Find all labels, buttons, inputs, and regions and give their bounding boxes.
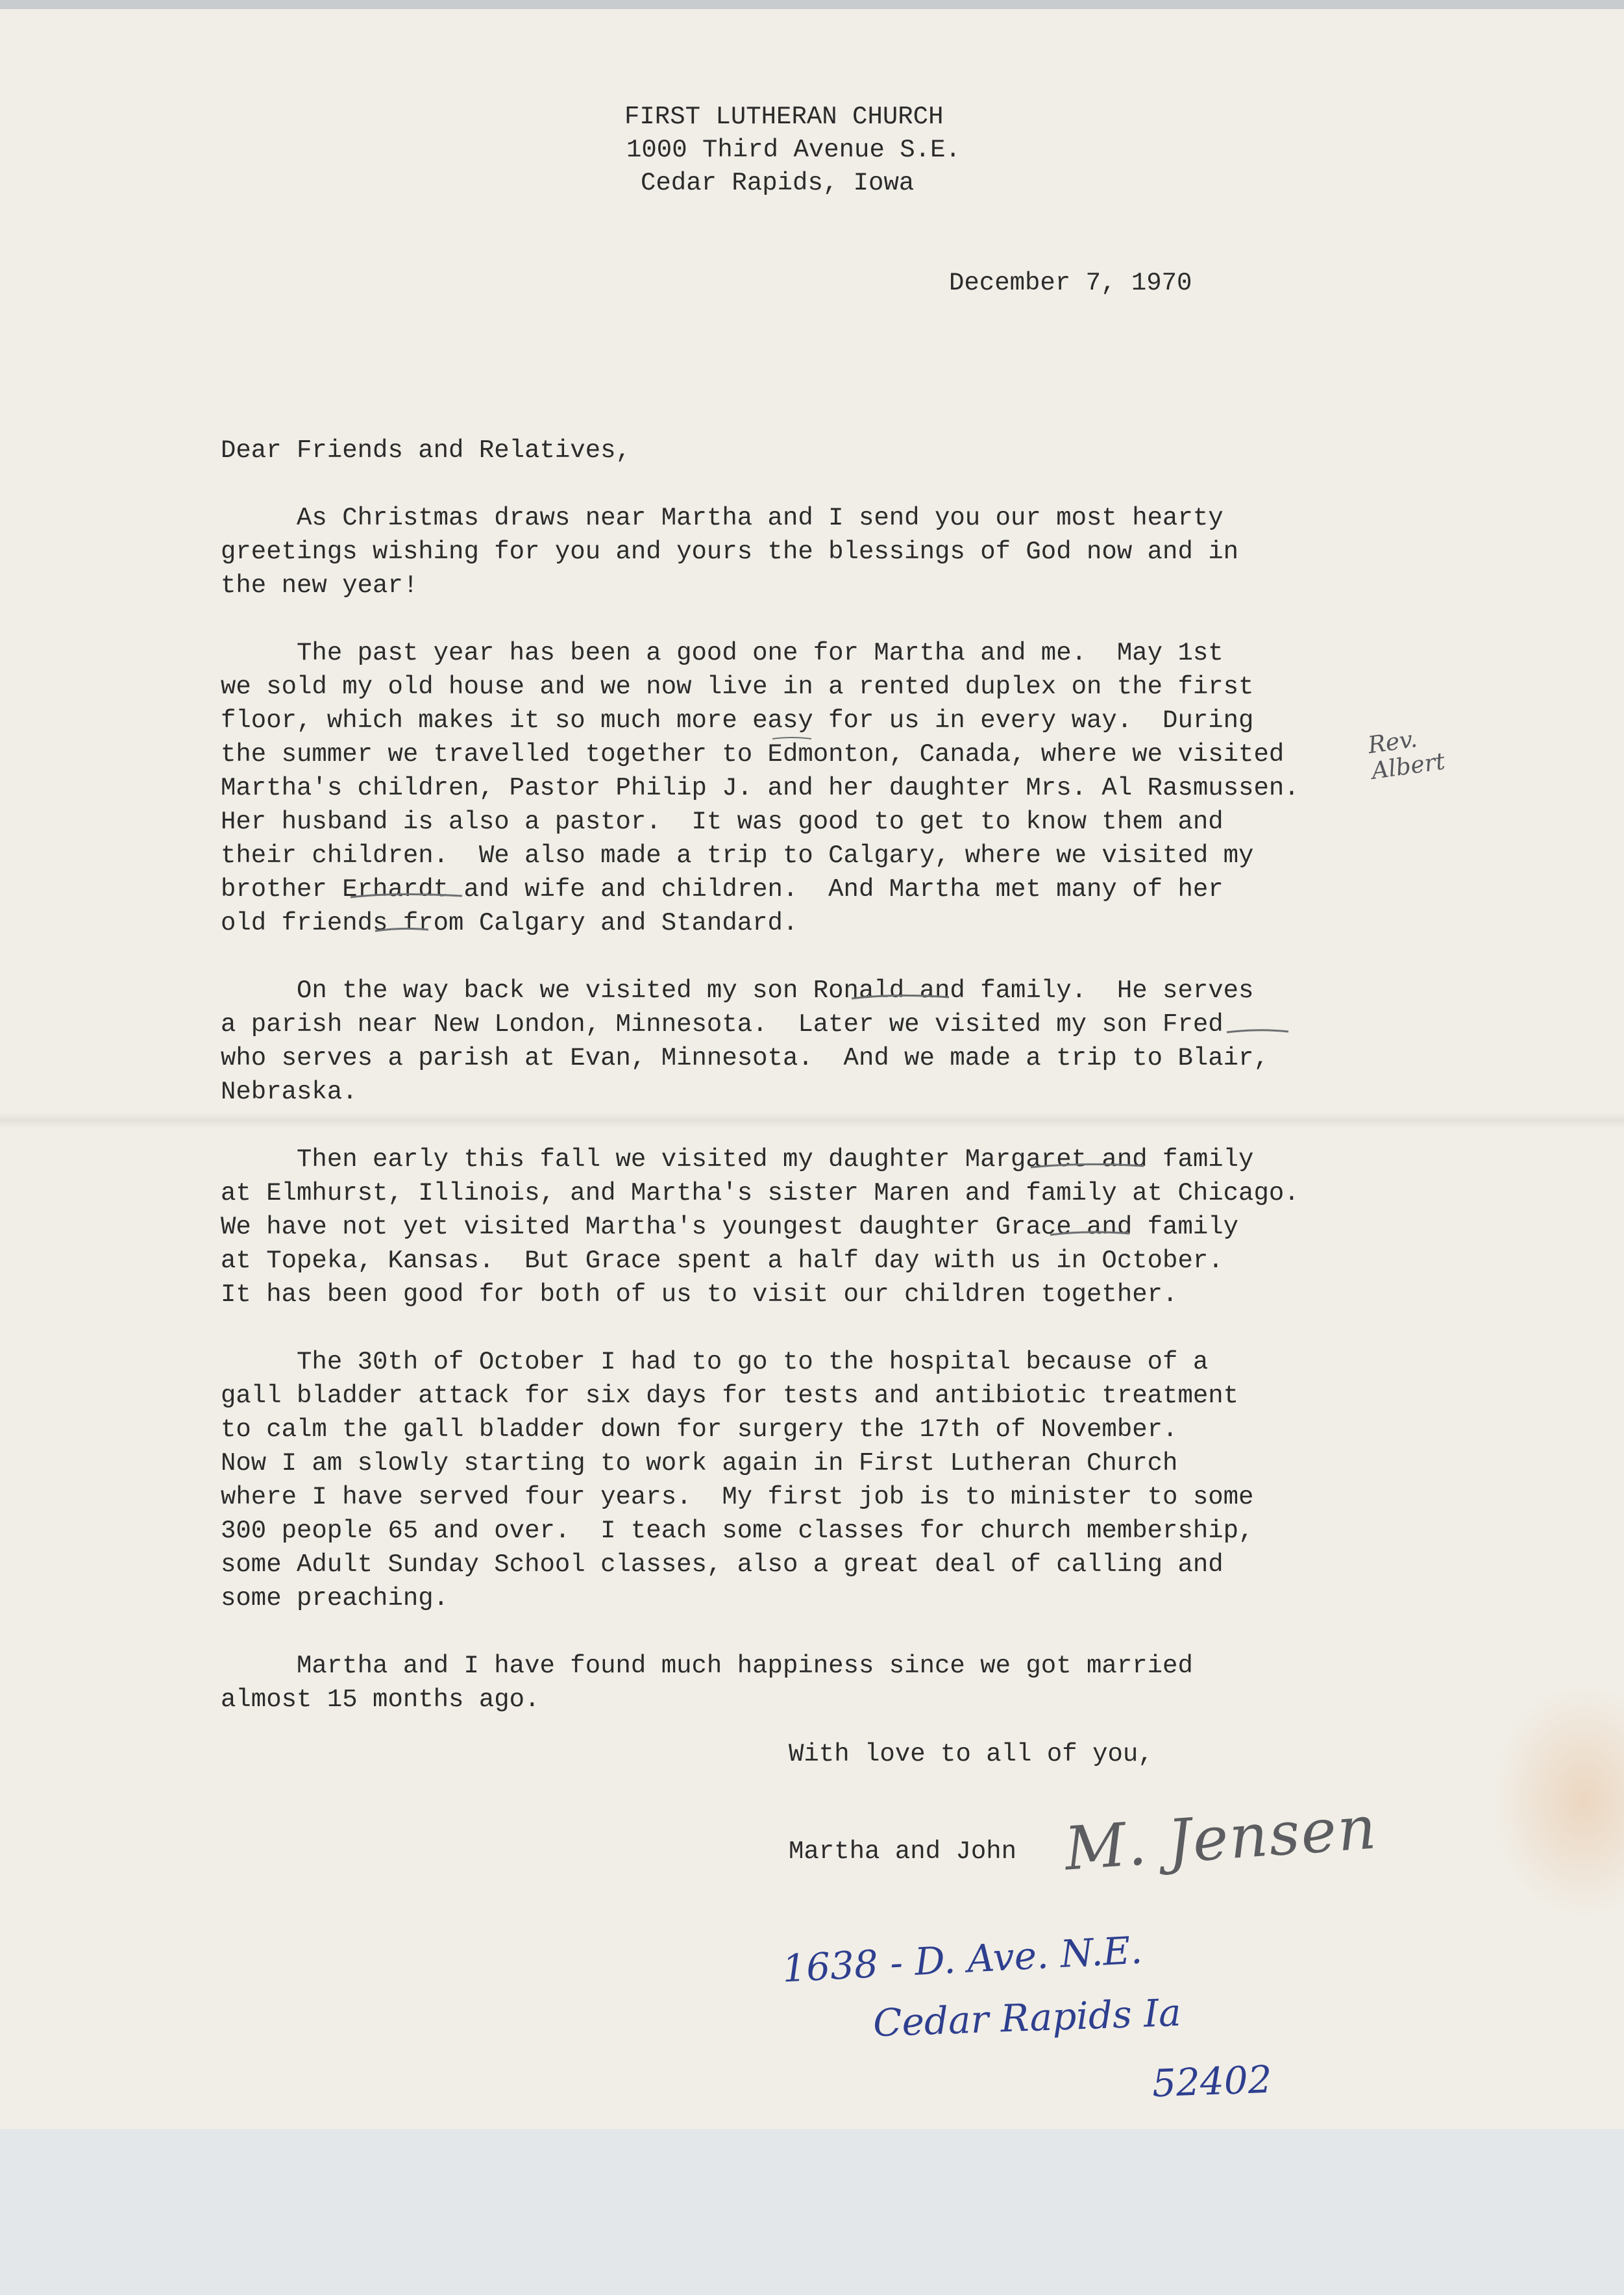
letterhead-city: Cedar Rapids, Iowa — [641, 169, 915, 197]
paragraph-2-line: their children. We also made a trip to Calgary, where we visited my — [221, 841, 1254, 870]
letterhead-church-name: FIRST LUTHERAN CHURCH — [624, 103, 944, 131]
paragraph-5-line: 300 people 65 and over. I teach some classes for church membership, — [221, 1517, 1254, 1545]
paragraph-4-line: at Elmhurst, Illinois, and Martha's sister Maren and family at Chicago. — [221, 1179, 1299, 1208]
closing: With love to all of you, — [789, 1740, 1153, 1768]
underline-grace — [1050, 1232, 1129, 1235]
paragraph-1-line: the new year! — [221, 571, 419, 600]
paragraph-5-line: some Adult Sunday School classes, also a great deal of calling and — [221, 1550, 1224, 1579]
paragraph-1-line: As Christmas draws near Martha and I send you our most hearty — [221, 504, 1224, 532]
handwritten-margin-note: Rev. Albert — [1366, 725, 1447, 785]
paragraph-2-line: The past year has been a good one for Martha and me. May 1st — [221, 639, 1224, 667]
paragraph-2-line: the summer we travelled together to Edmonton, Canada, where we visited — [221, 740, 1285, 769]
paragraph-4-line: Then early this fall we visited my daughter Margaret and family — [221, 1145, 1254, 1174]
paragraph-5-line: some preaching. — [221, 1584, 449, 1613]
typed-signature: Martha and John — [789, 1837, 1017, 1866]
underline-margaret — [1031, 1164, 1144, 1167]
paragraph-5-line: where I have served four years. My first job is to minister to some — [221, 1483, 1254, 1511]
handwritten-address-line1: 1638 - D. Ave. N.E. — [781, 1928, 1144, 1991]
paragraph-2-line: old friends from Calgary and Standard. — [221, 909, 798, 937]
paragraph-4-line: at Topeka, Kansas. But Grace spent a half day with us in October. — [221, 1247, 1224, 1275]
paragraph-2-line: floor, which makes it so much more easy for us in every way. During — [221, 706, 1254, 735]
correction-edmonton — [772, 738, 811, 739]
paragraph-3-line: On the way back we visited my son Ronald and family. He serves — [221, 976, 1254, 1005]
underline-friends — [375, 928, 428, 931]
paragraph-5-line: to calm the gall bladder down for surgery the 17th of November. — [221, 1415, 1178, 1444]
paragraph-3-line: who serves a parish at Evan, Minnesota. And we made a trip to Blair, — [221, 1044, 1269, 1073]
salutation: Dear Friends and Relatives, — [221, 436, 631, 465]
paragraph-4-line: We have not yet visited Martha's youngest daughter Grace and family — [221, 1213, 1239, 1241]
paragraph-1-line: greetings wishing for you and yours the blessings of God now and in — [221, 538, 1239, 566]
paragraph-5-line: Now I am slowly starting to work again in First Lutheran Church — [221, 1449, 1178, 1478]
paragraph-3-line: a parish near New London, Minnesota. Later we visited my son Fred — [221, 1010, 1224, 1039]
paragraph-6-line: Martha and I have found much happiness since we got married — [221, 1652, 1193, 1680]
underline-ronald — [852, 995, 949, 999]
paragraph-6-line: almost 15 months ago. — [221, 1685, 540, 1714]
handwritten-address-line2: Cedar Rapids Ia — [872, 1990, 1182, 2046]
paragraph-5-line: gall bladder attack for six days for tests and antibiotic treatment — [221, 1382, 1239, 1410]
handwritten-zip: 52402 — [1151, 2057, 1273, 2106]
paragraph-2-line: Her husband is also a pastor. It was good to get to know them and — [221, 808, 1224, 836]
letterhead-street-address: 1000 Third Avenue S.E. — [626, 136, 961, 164]
paragraph-4-line: It has been good for both of us to visit our children together. — [221, 1280, 1178, 1309]
handwritten-signature: M. Jensen — [1062, 1793, 1380, 1884]
paragraph-2-line: Martha's children, Pastor Philip J. and her daughter Mrs. Al Rasmussen. — [221, 774, 1299, 802]
paragraph-2-line: brother Erhardt and wife and children. And Martha met many of her — [221, 875, 1224, 904]
underline-fred — [1227, 1030, 1288, 1032]
letter-date: December 7, 1970 — [949, 269, 1192, 297]
paragraph-2-line: we sold my old house and we now live in a rented duplex on the first — [221, 673, 1254, 701]
paragraph-5-line: The 30th of October I had to go to the hospital because of a — [221, 1348, 1209, 1376]
underline-erhardt — [351, 894, 462, 897]
paragraph-3-line: Nebraska. — [221, 1078, 358, 1106]
